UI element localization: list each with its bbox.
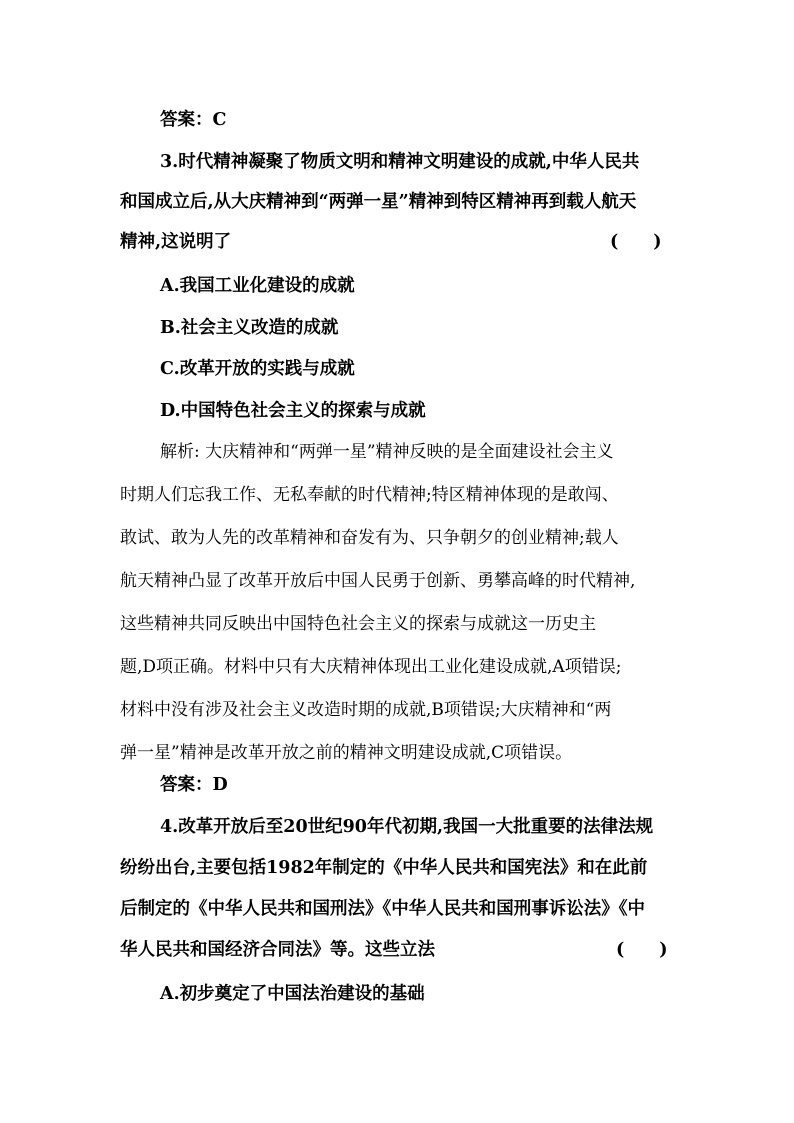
q3-explanation-line-6: 题,D项正确。材料中只有大庆精神体现出工业化建设成就,A项错误; bbox=[120, 657, 622, 677]
q3-explanation-line-2: 时期人们忘我工作、无私奉献的时代精神;特区精神体现的是敢闯、 bbox=[120, 485, 619, 505]
q3-stem-line-3: 精神,这说明了 bbox=[120, 232, 232, 252]
q3-explanation-line-1: 解析: 大庆精神和“两弹一星”精神反映的是全面建设社会主义 bbox=[160, 442, 614, 462]
q3-option-d: D.中国特色社会主义的探索与成就 bbox=[160, 401, 426, 421]
q4-stem-line-1: 4.改革开放后至20世纪90年代初期,我国一大批重要的法律法规 bbox=[160, 817, 654, 837]
q4-stem-line-3: 后制定的《中华人民共和国刑法》《中华人民共和国刑事诉讼法》《中 bbox=[120, 899, 645, 919]
q3-stem-line-2: 和国成立后,从大庆精神到“两弹一星”精神到特区精神再到载人航天 bbox=[120, 192, 637, 212]
q3-explanation-line-5: 这些精神共同反映出中国特色社会主义的探索与成就这一历史主 bbox=[120, 614, 596, 634]
q3-explanation-line-8: 弹一星”精神是改革开放之前的精神文明建设成就,C项错误。 bbox=[120, 743, 573, 763]
q4-option-a: A.初步奠定了中国法治建设的基础 bbox=[160, 984, 425, 1004]
q3-option-c: C.改革开放的实践与成就 bbox=[160, 359, 355, 379]
q3-option-b: B.社会主义改造的成就 bbox=[160, 318, 339, 338]
q4-answer-paren: ( ) bbox=[616, 940, 668, 960]
q3-explanation-line-3: 敢试、敢为人先的改革精神和奋发有为、只争朝夕的创业精神;载人 bbox=[120, 528, 619, 548]
q3-option-a: A.我国工业化建设的成就 bbox=[160, 276, 355, 296]
q3-answer-paren: ( ) bbox=[610, 232, 662, 252]
answer-q2: 答案：C bbox=[160, 110, 227, 130]
answer-q3: 答案：D bbox=[160, 775, 228, 795]
q4-stem-line-2: 纷纷出台,主要包括1982年制定的《中华人民共和国宪法》和在此前 bbox=[120, 858, 648, 878]
q4-stem-line-4: 华人民共和国经济合同法》等。这些立法 bbox=[120, 940, 435, 960]
q3-stem-line-1: 3.时代精神凝聚了物质文明和精神文明建设的成就,中华人民共 bbox=[160, 152, 640, 172]
q3-explanation-line-4: 航天精神凸显了改革开放后中国人民勇于创新、勇攀高峰的时代精神, bbox=[120, 571, 636, 591]
q3-explanation-line-7: 材料中没有涉及社会主义改造时期的成就,B项错误;大庆精神和“两 bbox=[120, 700, 612, 720]
